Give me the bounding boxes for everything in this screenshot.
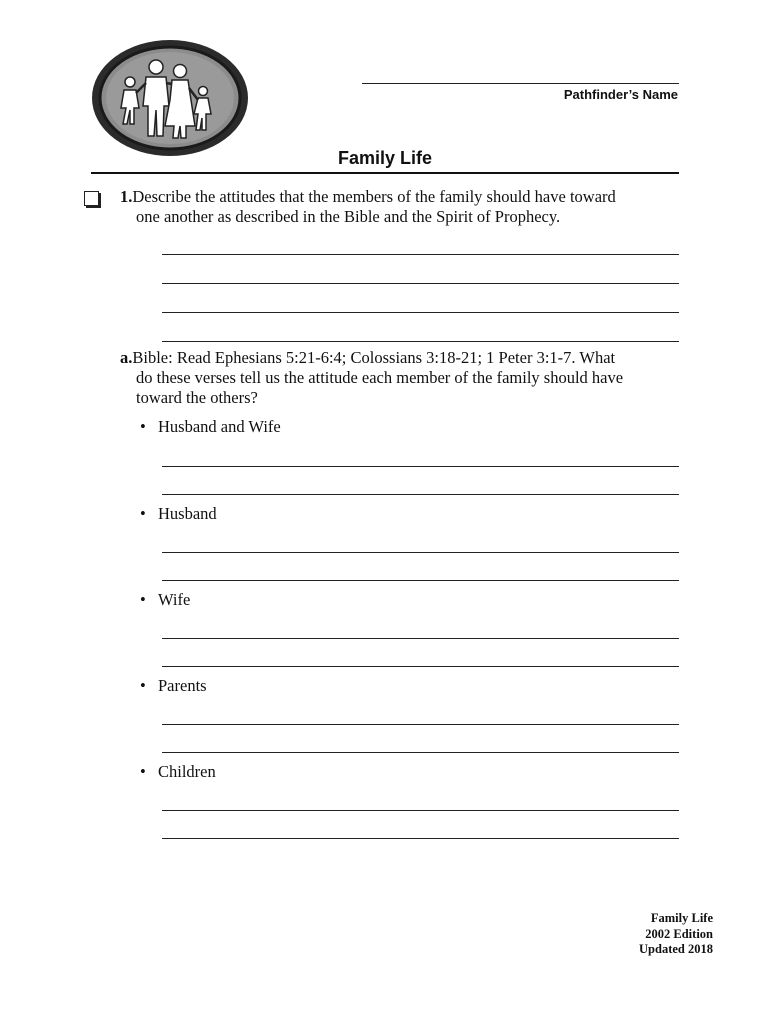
pathfinder-name-label: Pathfinder’s Name xyxy=(563,87,678,102)
bullet-symbol: • xyxy=(140,676,146,695)
answer-line[interactable] xyxy=(162,466,679,467)
bullet-children xyxy=(140,762,216,782)
answer-line[interactable] xyxy=(162,580,679,581)
answer-line[interactable] xyxy=(162,341,679,342)
answer-line[interactable] xyxy=(162,724,679,725)
bullet-parents xyxy=(140,676,207,696)
answer-line[interactable] xyxy=(162,552,679,553)
question-number: 1. xyxy=(120,187,133,206)
answer-line[interactable] xyxy=(162,752,679,753)
question-text-line3: toward the others? xyxy=(136,388,258,407)
bullet-symbol: • xyxy=(140,504,146,523)
bullet-label: Husband xyxy=(158,504,217,523)
page-title: Family Life xyxy=(337,148,433,168)
bullet-label: Children xyxy=(158,762,216,781)
answer-line[interactable] xyxy=(162,666,679,667)
question-text-line1: Bible: Read Ephesians 5:21-6:4; Colossians 3:18-21; 1 Peter 3:1-7. What xyxy=(132,348,616,367)
footer-title: Family Life xyxy=(650,911,713,925)
answer-line[interactable] xyxy=(162,254,679,255)
question-text-line2: one another as described in the Bible and the Spirit of Prophecy. xyxy=(136,207,561,226)
bullet-symbol: • xyxy=(140,417,146,436)
answer-line[interactable] xyxy=(162,810,679,811)
family-badge-icon xyxy=(90,38,250,158)
question-label: a. xyxy=(120,348,133,367)
question-text-line1: Describe the attitudes that the members of the family should have toward xyxy=(132,187,616,206)
bullet-symbol: • xyxy=(140,762,146,781)
bullet-husband-and-wife xyxy=(140,417,281,437)
bullet-wife xyxy=(140,590,190,610)
answer-line[interactable] xyxy=(162,283,679,284)
footer-edition-info xyxy=(639,911,713,958)
answer-line[interactable] xyxy=(162,494,679,495)
bullet-label: Wife xyxy=(158,590,191,609)
answer-line[interactable] xyxy=(162,312,679,313)
question-1 xyxy=(120,187,690,227)
bullet-label: Parents xyxy=(158,676,207,695)
footer-edition: 2002 Edition xyxy=(645,926,713,941)
question-text-line2: do these verses tell us the attitude each member of the family should have xyxy=(136,368,624,387)
footer-updated: Updated 2018 xyxy=(639,942,713,956)
checkbox-icon[interactable] xyxy=(84,191,99,206)
bullet-label: Husband and Wife xyxy=(158,417,281,436)
answer-line[interactable] xyxy=(162,838,679,839)
answer-line[interactable] xyxy=(162,638,679,639)
name-underline[interactable] xyxy=(362,83,679,84)
bullet-symbol: • xyxy=(140,590,146,609)
question-a xyxy=(120,348,690,408)
title-divider xyxy=(91,172,679,174)
bullet-husband xyxy=(140,504,217,524)
